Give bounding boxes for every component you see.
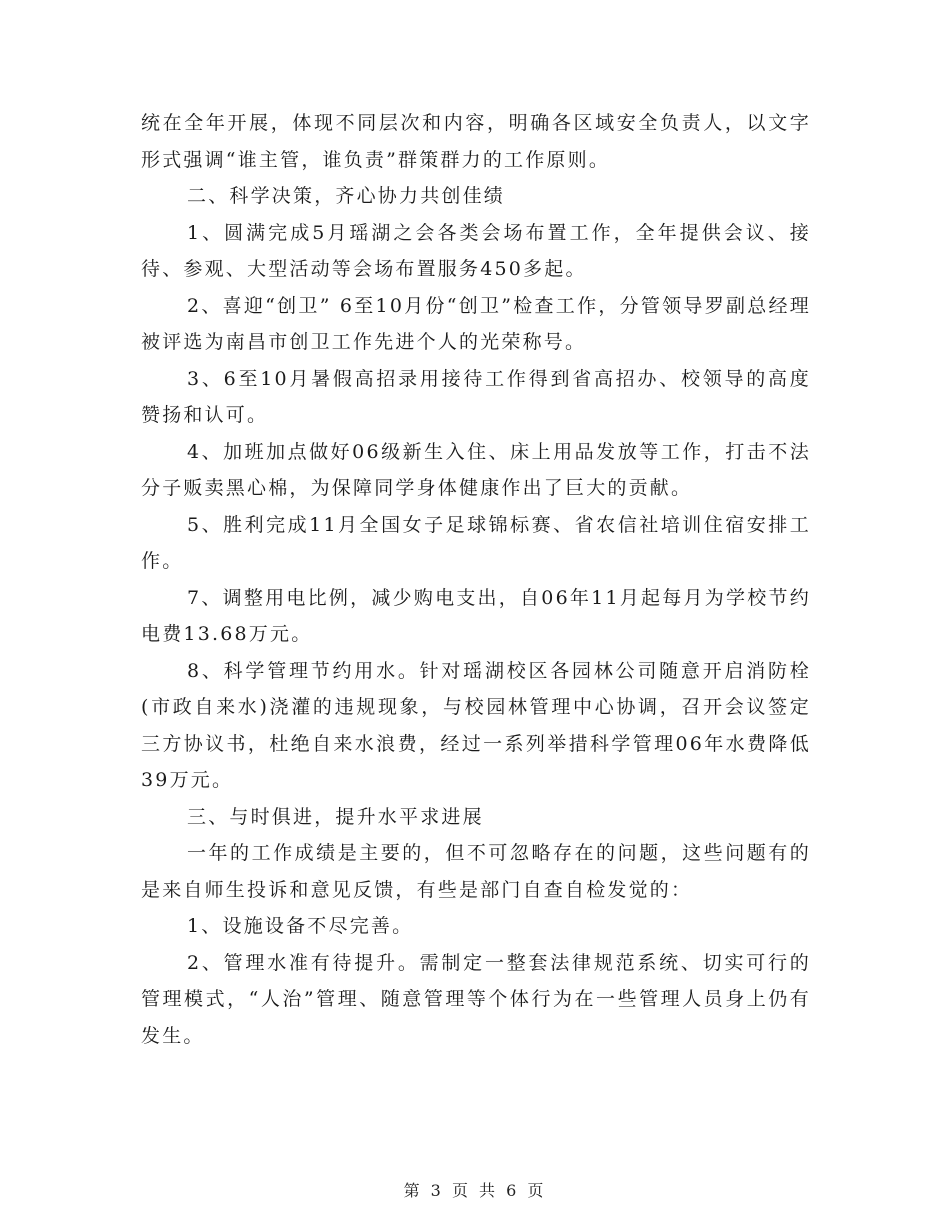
document-body (141, 105, 811, 1054)
list-item-3: 3、6至10月暑假高招录用接待工作得到省高招办、校领导的高度赞扬和认可。 (141, 367, 811, 426)
list-item-1: 1、圆满完成5月瑶湖之会各类会场布置工作，全年提供会议、接待、参观、大型活动等会场布置服务450多起。 (141, 221, 811, 280)
section-heading-2: 二、科学决策，齐心协力共创佳绩 (187, 185, 506, 207)
section-heading-3: 三、与时俱进，提升水平求进展 (187, 805, 484, 828)
problem-item-1: 1、设施设备不尽完善。 (187, 915, 414, 937)
list-item-2: 2、喜迎“创卫” 6至10月份“创卫”检查工作，分管领导罗副总经理被评选为南昌市创卫工作先进个人的光荣称号。 (141, 294, 811, 353)
list-item-5: 5、胜利完成11月全国女子足球锦标赛、省农信社培训住宿安排工作。 (141, 513, 811, 572)
list-item-4: 4、加班加点做好06级新生入住、床上用品发放等工作，打击不法分子贩卖黑心棉，为保障同学身体健康作出了巨大的贡献。 (141, 440, 811, 499)
list-item-8: 8、科学管理节约用水。针对瑶湖校区各园林公司随意开启消防栓(市政自来水)浇灌的违规现象，与校园林管理中心协调，召开会议签定三方协议书，杜绝自来水浪费，经过一系列举措科学管理06年水费降低39万元。 (141, 659, 811, 791)
paragraph-problems-intro: 一年的工作成绩是主要的，但不可忽略存在的问题，这些问题有的是来自师生投诉和意见反馈，有些是部门自查自检发觉的： (141, 842, 811, 901)
paragraph-continuation: 统在全年开展，体现不同层次和内容，明确各区域安全负责人，以文字形式强调“谁主管，谁负责”群策群力的工作原则。 (141, 112, 811, 171)
page-number-footer: 第 3 页 共 6 页 (403, 1181, 547, 1200)
problem-item-2: 2、管理水准有待提升。需制定一整套法律规范系统、切实可行的管理模式，“人治”管理、随意管理等个体行为在一些管理人员身上仍有发生。 (141, 951, 811, 1047)
list-item-7: 7、调整用电比例，减少购电支出，自06年11月起每月为学校节约电费13.68万元。 (141, 586, 811, 645)
